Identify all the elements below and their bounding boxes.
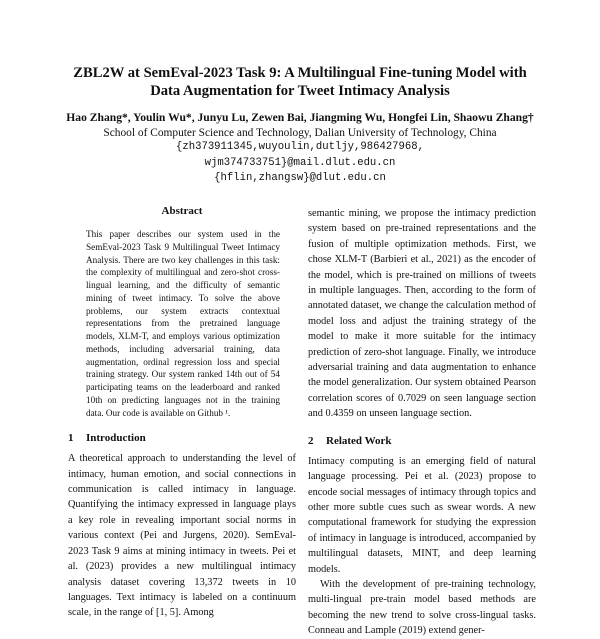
introduction-text: A theoretical approach to understanding the level of intimacy, human emotion, and social connections in communication is called intimacy in language. Quantifying the intimacy expressed in language plays a key role in revealing important social norms in various context (Pei and Jurgens, 2020). SemEval-2023 Task 9 aims at mining intimacy in tweets. Pei et al. (2023) provides a new multilingual intimacy analysis dataset covering 13,372 tweets in 10 languages. Text intimacy is labeled on a continuum scale, in the range of [1, 5]. Among (68, 453, 296, 619)
email-block (100, 140, 500, 187)
abstract-heading: Abstract (161, 205, 203, 217)
related-work-paragraph-2: With the development of pre-training technology, multi-lingual pre-train model based methods are becoming the new trend to solve cross-lingual tasks. Conneau and Lample (2019) extend gener- (308, 578, 536, 637)
email-line-3: {hflin,zhangsw}@dlut.edu.cn (214, 172, 386, 184)
introduction-heading (68, 431, 296, 445)
related-work-heading (308, 434, 536, 448)
introduction-title: Introduction (86, 432, 146, 445)
introduction-continuation: semantic mining, we propose the intimacy prediction system based on pre-trained representations and the fusion of multiple optimization methods. First, we chose XLM-T (Barbieri et al., 2021) as the encoder of the model, which is pre-trained on millions of tweets in multiple languages. Then, according to the form of annotated dataset, we change the calculation method of model loss and adjust the training strategy of the model to make it more suitable for the intimacy prediction of zero-shot language. Finally, we introduce adversarial training and data augmentation to enhance the model generalization. Our system obtained Pearson correlation scores of 0.7029 on seen language section and 0.4359 on unseen language section. (308, 208, 536, 420)
paper-title (40, 64, 560, 100)
related-work-title: Related Work (326, 434, 392, 447)
email-line-2: wjm374733751}@mail.dlut.edu.cn (204, 156, 396, 169)
abstract-text: This paper describes our system used in the SemEval-2023 Task 9 Multilingual Tweet Intimacy Analysis. There are two key challenges in this task: the complexity of multilingual and zero-shot cross-lingual learning, and the difficulty of semantic mining of tweet intimacy. To solve the above problems, our system extracts contextual representations from the pretrained language models, XLM-T, and employs various optimization methods, including adversarial training, data augmentation, ordinal regression loss and special training strategy. Our system ranked 14th out of 54 participating teams on the leaderboard and ranked 10th on predicting languages not in the training data. Our code is available on Github ¹. (86, 229, 280, 418)
author-list: Hao Zhang*, Youlin Wu*, Junyu Lu, Zewen Bai, Jiangming Wu, Hongfei Lin, Shaowu Zhang† (66, 111, 534, 124)
left-column (68, 204, 296, 621)
related-work-paragraph-1: Intimacy computing is an emerging field of natural language processing. Pei et al. (2023) propose to encode social messages of intimacy through topics and other more subtle cues such as swear words. A new computational framework for studying the expression of intimacy in language is introduced, accompanied by multilingual datasets, MINT, and deep learning models. (308, 455, 536, 575)
right-column (308, 206, 536, 639)
affiliation: School of Computer Science and Technology, Dalian University of Technology, China (103, 127, 497, 139)
email-line-1: {zh373911345,wuyoulin,dutljy,986427968, (176, 141, 424, 153)
introduction-number: 1 (68, 432, 74, 445)
related-work-number: 2 (308, 434, 314, 447)
title-line-2: Data Augmentation for Tweet Intimacy Analysis (150, 83, 450, 99)
title-line-1: ZBL2W at SemEval-2023 Task 9: A Multilingual Fine-tuning Model with (73, 65, 527, 81)
